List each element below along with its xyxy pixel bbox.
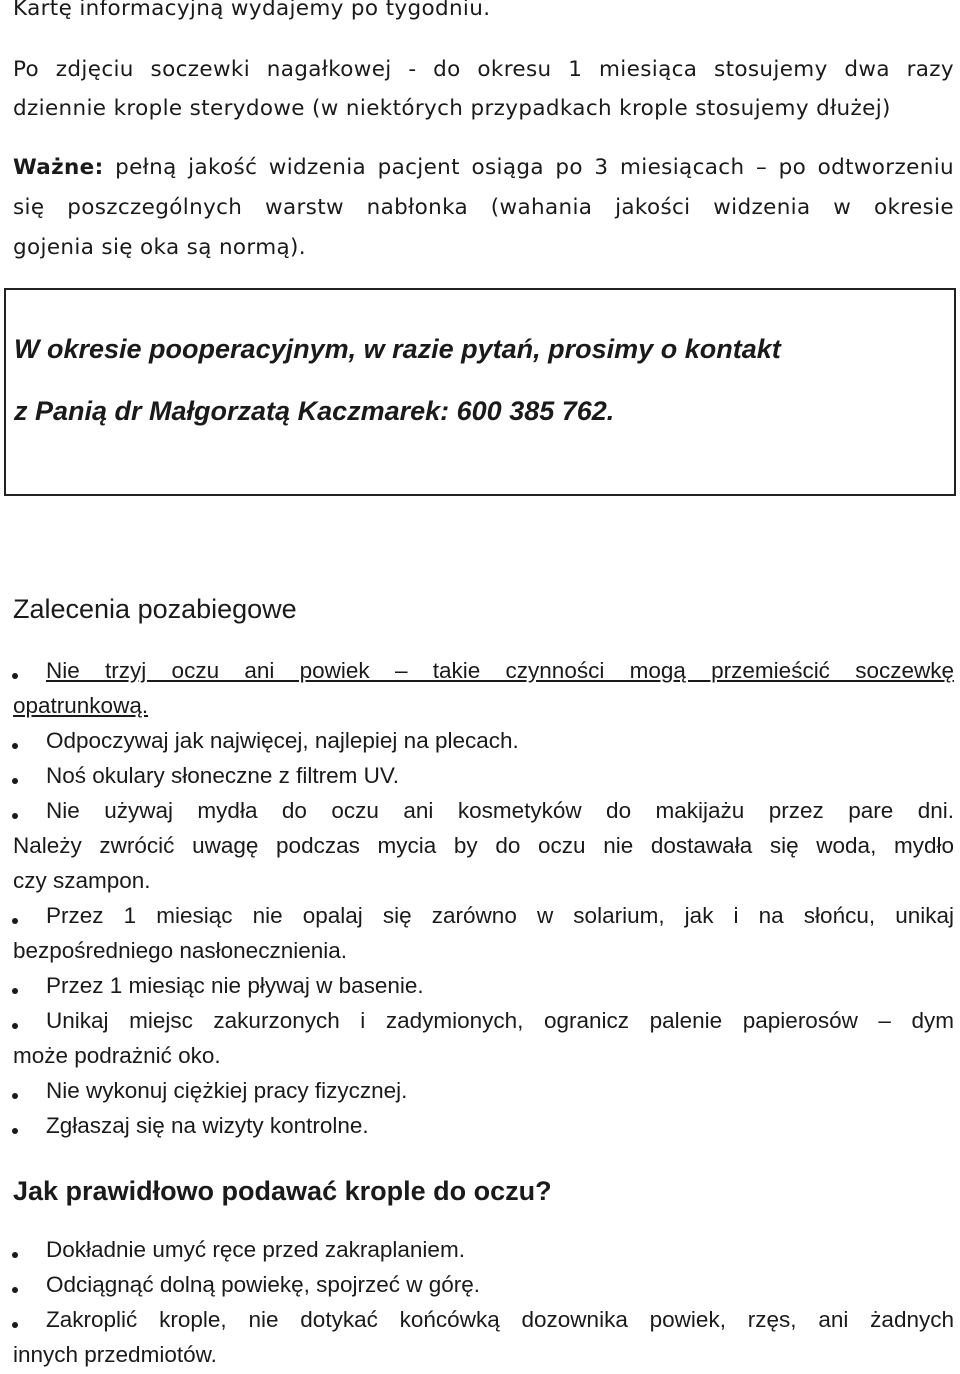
bullet-icon bbox=[12, 988, 18, 994]
important-label: Ważne: bbox=[13, 155, 104, 180]
bullet-icon bbox=[12, 778, 18, 784]
recommendation-item-3: Noś okulary słoneczne z filtrem UV. bbox=[46, 763, 400, 788]
drops-info-line-1: Po zdjęciu soczewki nagałkowej - do okresu 1 miesiąca stosujemy dwa razy bbox=[13, 57, 954, 82]
bullet-icon bbox=[12, 1287, 18, 1293]
eye-drops-step-2: Odciągnąć dolną powiekę, spojrzeć w górę. bbox=[46, 1272, 480, 1297]
drops-info-line-2: dziennie krople sterydowe (w niektórych przypadkach krople stosujemy dłużej) bbox=[13, 96, 891, 121]
bullet-icon bbox=[12, 813, 18, 819]
recommendation-item-5-line-1: Przez 1 miesiąc nie opalaj się zarówno w solarium, jak i na słońcu, unikaj bbox=[46, 903, 954, 928]
bullet-icon bbox=[12, 1128, 18, 1134]
bullet-icon bbox=[12, 1023, 18, 1029]
eye-drops-heading: Jak prawidłowo podawać krople do oczu? bbox=[13, 1176, 552, 1206]
bullet-icon bbox=[12, 743, 18, 749]
bullet-icon bbox=[12, 1252, 18, 1258]
bullet-icon bbox=[12, 673, 18, 679]
important-note-line-1 bbox=[13, 153, 954, 183]
contact-callout-box bbox=[4, 288, 956, 496]
recommendation-item-5-line-2: bezpośredniego nasłonecznienia. bbox=[13, 938, 347, 963]
eye-drops-step-3-line-1: Zakroplić krople, nie dotykać końcówką dozownika powiek, rzęs, ani żadnych bbox=[46, 1307, 954, 1332]
bullet-icon bbox=[12, 1093, 18, 1099]
recommendation-item-7-line-2: może podrażnić oko. bbox=[13, 1043, 221, 1068]
recommendation-item-1-line-2: opatrunkową. bbox=[13, 693, 149, 718]
contact-callout-line-1: W okresie pooperacyjnym, w razie pytań, prosimy o kontakt bbox=[14, 334, 781, 364]
recommendation-item-2: Odpoczywaj jak najwięcej, najlepiej na plecach. bbox=[46, 728, 519, 753]
contact-callout-line-2: z Panią dr Małgorzatą Kaczmarek: 600 385 762. bbox=[14, 396, 615, 426]
eye-drops-step-1: Dokładnie umyć ręce przed zakraplaniem. bbox=[46, 1237, 465, 1262]
bullet-icon bbox=[12, 918, 18, 924]
recommendation-item-9: Zgłaszaj się na wizyty kontrolne. bbox=[46, 1113, 369, 1138]
recommendation-item-8: Nie wykonuj ciężkiej pracy fizycznej. bbox=[46, 1078, 408, 1103]
recommendation-item-7-line-1: Unikaj miejsc zakurzonych i zadymionych, ogranicz palenie papierosów – dym bbox=[46, 1008, 954, 1033]
eye-drops-step-3-line-2: innych przedmiotów. bbox=[13, 1342, 217, 1367]
intro-line: Kartę informacyjną wydajemy po tygodniu. bbox=[13, 0, 491, 21]
important-note-text: pełną jakość widzenia pacjent osiąga po 3 miesiącach – po odtworzeniu bbox=[103, 155, 954, 180]
recommendations-heading: Zalecenia pozabiegowe bbox=[13, 594, 297, 624]
recommendation-item-6: Przez 1 miesiąc nie pływaj w basenie. bbox=[46, 973, 424, 998]
recommendation-item-4-line-1: Nie używaj mydła do oczu ani kosmetyków do makijażu przez pare dni. bbox=[46, 798, 954, 823]
bullet-icon bbox=[12, 1322, 18, 1328]
important-note-line-3: gojenia się oka są normą). bbox=[13, 235, 306, 260]
important-note-line-2: się poszczególnych warstw nabłonka (wahania jakości widzenia w okresie bbox=[13, 195, 954, 220]
recommendation-item-4-line-2: Należy zwrócić uwagę podczas mycia by do oczu nie dostawała się woda, mydło bbox=[13, 833, 954, 858]
recommendation-item-4-line-3: czy szampon. bbox=[13, 868, 151, 893]
recommendation-item-1-line-1: Nie trzyj oczu ani powiek – takie czynności mogą przemieścić soczewkę bbox=[46, 658, 954, 683]
